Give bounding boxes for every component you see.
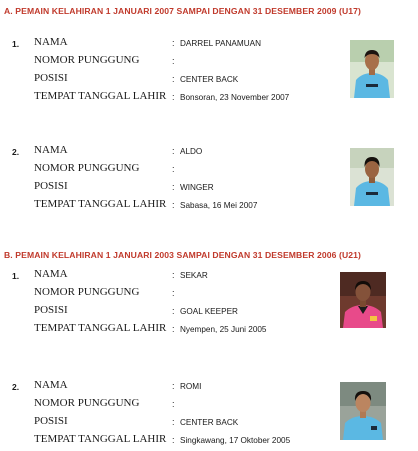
label-posisi: POSISI (34, 415, 68, 427)
label-nomor-punggung: NOMOR PUNGGUNG (34, 397, 140, 409)
player-photo (340, 382, 386, 440)
colon: : (172, 56, 175, 66)
colon: : (172, 270, 175, 280)
value-ttl: Bonsoran, 23 November 2007 (180, 93, 290, 102)
colon: : (172, 435, 175, 445)
value-posisi: CENTER BACK (180, 75, 239, 84)
colon: : (172, 182, 175, 192)
player-photo (350, 40, 394, 98)
label-posisi: POSISI (34, 180, 68, 192)
colon: : (172, 200, 175, 210)
section-title-b: B. PEMAIN KELAHIRAN 1 JANUARI 2003 SAMPAI DENGAN 31 DESEMBER 2006 (U21) (4, 250, 361, 260)
colon: : (172, 38, 175, 48)
value-ttl: Singkawang, 17 Oktober 2005 (180, 436, 291, 445)
label-nama: NAMA (34, 144, 68, 156)
value-posisi: GOAL KEEPER (180, 307, 238, 316)
value-nama: SEKAR (180, 271, 208, 280)
label-posisi: POSISI (34, 72, 68, 84)
section-title-a: A. PEMAIN KELAHIRAN 1 JANUARI 2007 SAMPAI DENGAN 31 DESEMBER 2009 (U17) (4, 6, 361, 16)
label-nama: NAMA (34, 379, 68, 391)
colon: : (172, 146, 175, 156)
colon: : (172, 399, 175, 409)
colon: : (172, 74, 175, 84)
label-ttl: TEMPAT TANGGAL LAHIR (34, 322, 167, 334)
label-ttl: TEMPAT TANGGAL LAHIR (34, 90, 167, 102)
label-posisi: POSISI (34, 304, 68, 316)
player-number: 1. (12, 271, 20, 281)
label-nomor-punggung: NOMOR PUNGGUNG (34, 286, 140, 298)
player-photo (350, 148, 394, 206)
label-nomor-punggung: NOMOR PUNGGUNG (34, 162, 140, 174)
value-ttl: Nyempen, 25 Juni 2005 (180, 325, 267, 334)
value-nama: ALDO (180, 147, 203, 156)
label-ttl: TEMPAT TANGGAL LAHIR (34, 198, 167, 210)
value-nama: DARREL PANAMUAN (180, 39, 261, 48)
label-ttl: TEMPAT TANGGAL LAHIR (34, 433, 167, 445)
value-nama: ROMI (180, 382, 202, 391)
colon: : (172, 164, 175, 174)
label-nomor-punggung: NOMOR PUNGGUNG (34, 54, 140, 66)
value-posisi: CENTER BACK (180, 418, 239, 427)
colon: : (172, 288, 175, 298)
colon: : (172, 417, 175, 427)
player-number: 2. (12, 382, 20, 392)
player-number: 2. (12, 147, 20, 157)
colon: : (172, 324, 175, 334)
colon: : (172, 92, 175, 102)
label-nama: NAMA (34, 268, 68, 280)
value-ttl: Sabasa, 16 Mei 2007 (180, 201, 258, 210)
player-photo (340, 272, 386, 328)
label-nama: NAMA (34, 36, 68, 48)
value-posisi: WINGER (180, 183, 214, 192)
player-number: 1. (12, 39, 20, 49)
colon: : (172, 306, 175, 316)
colon: : (172, 381, 175, 391)
